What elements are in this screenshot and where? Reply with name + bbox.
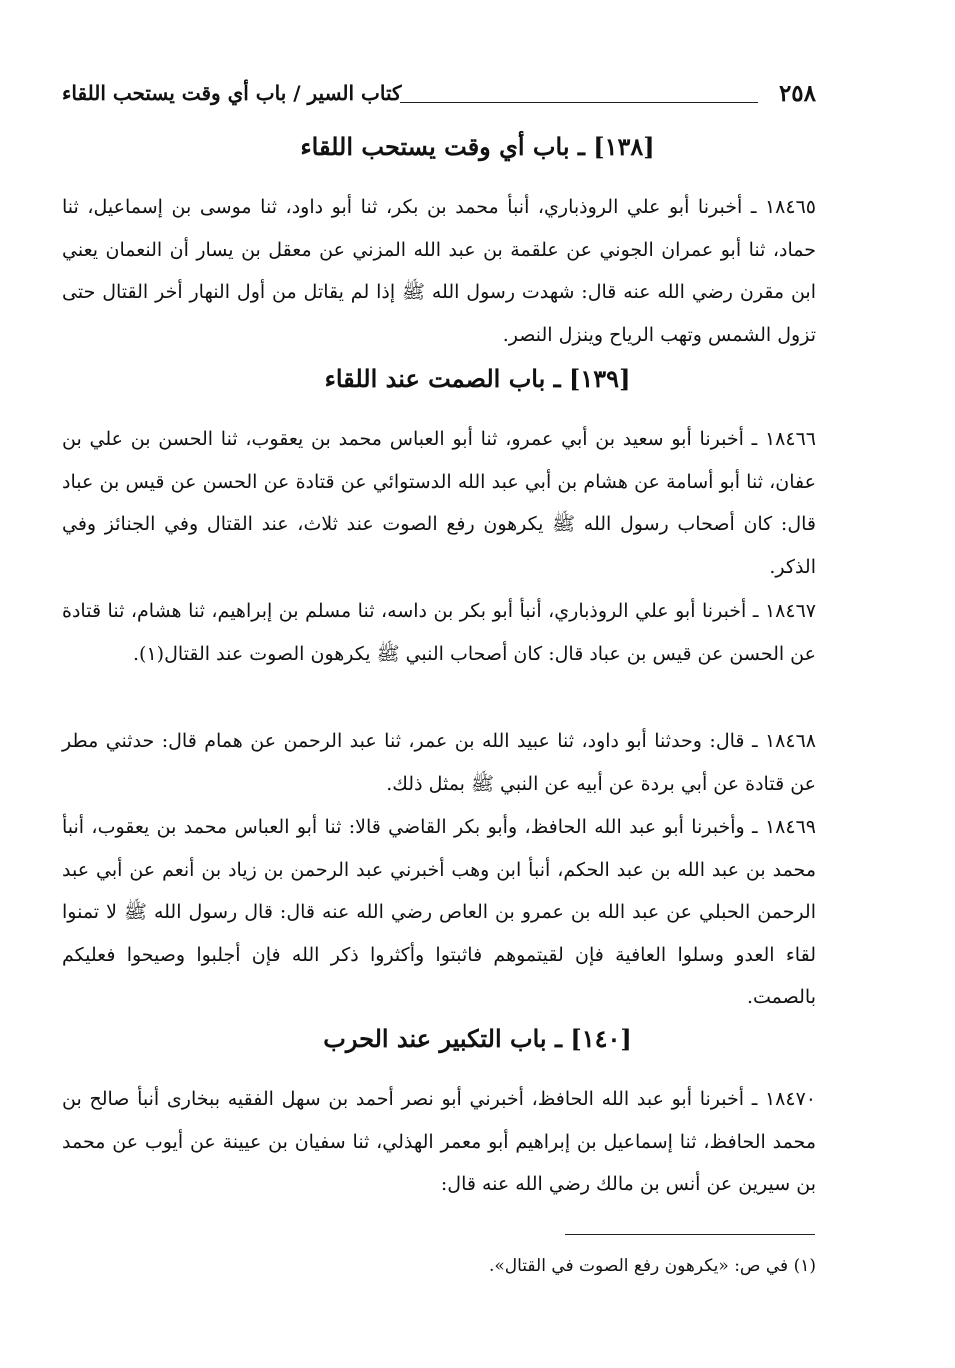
hadith-18465: ١٨٤٦٥ ـ أخبرنا أبو علي الروذباري، أنبأ محمد بن بكر، ثنا أبو داود، ثنا موسى بن إسماعيل، ثنا حماد، ثنا أبو عمران الجوني عن علقمة بن عبد الله المزني عن معقل بن يسار أن النعمان يعني ابن مقرن رضي الله عنه قال: شهدت رسول الله ﷺ إذا لم يقاتل من أول النهار أخر القتال حتى تزول الشمس وتهب الرياح وينزل النصر. [62, 196, 816, 346]
header-rule [400, 102, 758, 103]
page-number: ٢٥٨ [778, 80, 816, 107]
hadith-18466: ١٨٤٦٦ ـ أخبرنا أبو سعيد بن أبي عمرو، ثنا أبو العباس محمد بن يعقوب، ثنا الحسن بن علي بن عفان، ثنا أبو أسامة عن هشام بن أبي عبد الله الدستوائي عن قتادة عن الحسن عن قيس بن عباد قال: كان أصحاب رسول الله ﷺ يكرهون رفع الصوت عند ثلاث، عند القتال وفي الجنائز وفي الذكر. [62, 428, 816, 578]
hadith-18470: ١٨٤٧٠ ـ أخبرنا أبو عبد الله الحافظ، أخبرني أبو نصر أحمد بن سهل الفقيه ببخارى أنبأ صالح بن محمد الحافظ، ثنا إسماعيل بن إبراهيم أبو معمر الهذلي، ثنا سفيان بن عيينة عن أيوب عن محمد بن سيرين عن أنس بن مالك رضي الله عنه قال: [62, 1088, 816, 1195]
hadith-18467: ١٨٤٦٧ ـ أخبرنا أبو علي الروذباري، أنبأ أبو بكر بن داسه، ثنا مسلم بن إبراهيم، ثنا هشام، ثنا قتادة عن الحسن عن قيس بن عباد قال: كان أصحاب النبي ﷺ يكرهون الصوت عند القتال(١). [62, 600, 816, 665]
hadith-18468: ١٨٤٦٨ ـ قال: وحدثنا أبو داود، ثنا عبيد الله بن عمر، ثنا عبد الرحمن عن همام قال: حدثني مطر عن قتادة عن أبي بردة عن أبيه عن النبي ﷺ بمثل ذلك. [62, 730, 816, 795]
hadith-18469: ١٨٤٦٩ ـ وأخبرنا أبو عبد الله الحافظ، وأبو بكر القاضي قالا: ثنا أبو العباس محمد بن يعقوب، أنبأ محمد بن عبد الله بن عبد الحكم، أنبأ ابن وهب أخبرني عبد الرحمن بن زياد بن أنعم عن أبي عبد الرحمن الحبلي عن عبد الله بن عمرو بن العاص رضي الله عنه قال: قال رسول الله ﷺ لا تمنوا لقاء العدو وسلوا العافية فإن لقيتموهم فاثبتوا وأكثروا ذكر الله فإن أجلبوا وصيحوا فعليكم بالصمت. [62, 816, 816, 1008]
chapter-heading-139: [١٣٩] ـ باب الصمت عند اللقاء [324, 364, 631, 393]
footnote: (١) في ص: «يكرهون رفع الصوت في القتال». [488, 1256, 816, 1276]
footnote-rule [565, 1234, 815, 1235]
chapter-heading-138: [١٣٨] ـ باب أي وقت يستحب اللقاء [300, 132, 655, 161]
page-header [62, 80, 816, 116]
chapter-heading-140: [١٤٠] ـ باب التكبير عند الحرب [323, 1024, 632, 1053]
running-title: كتاب السير / باب أي وقت يستحب اللقاء [62, 81, 402, 105]
